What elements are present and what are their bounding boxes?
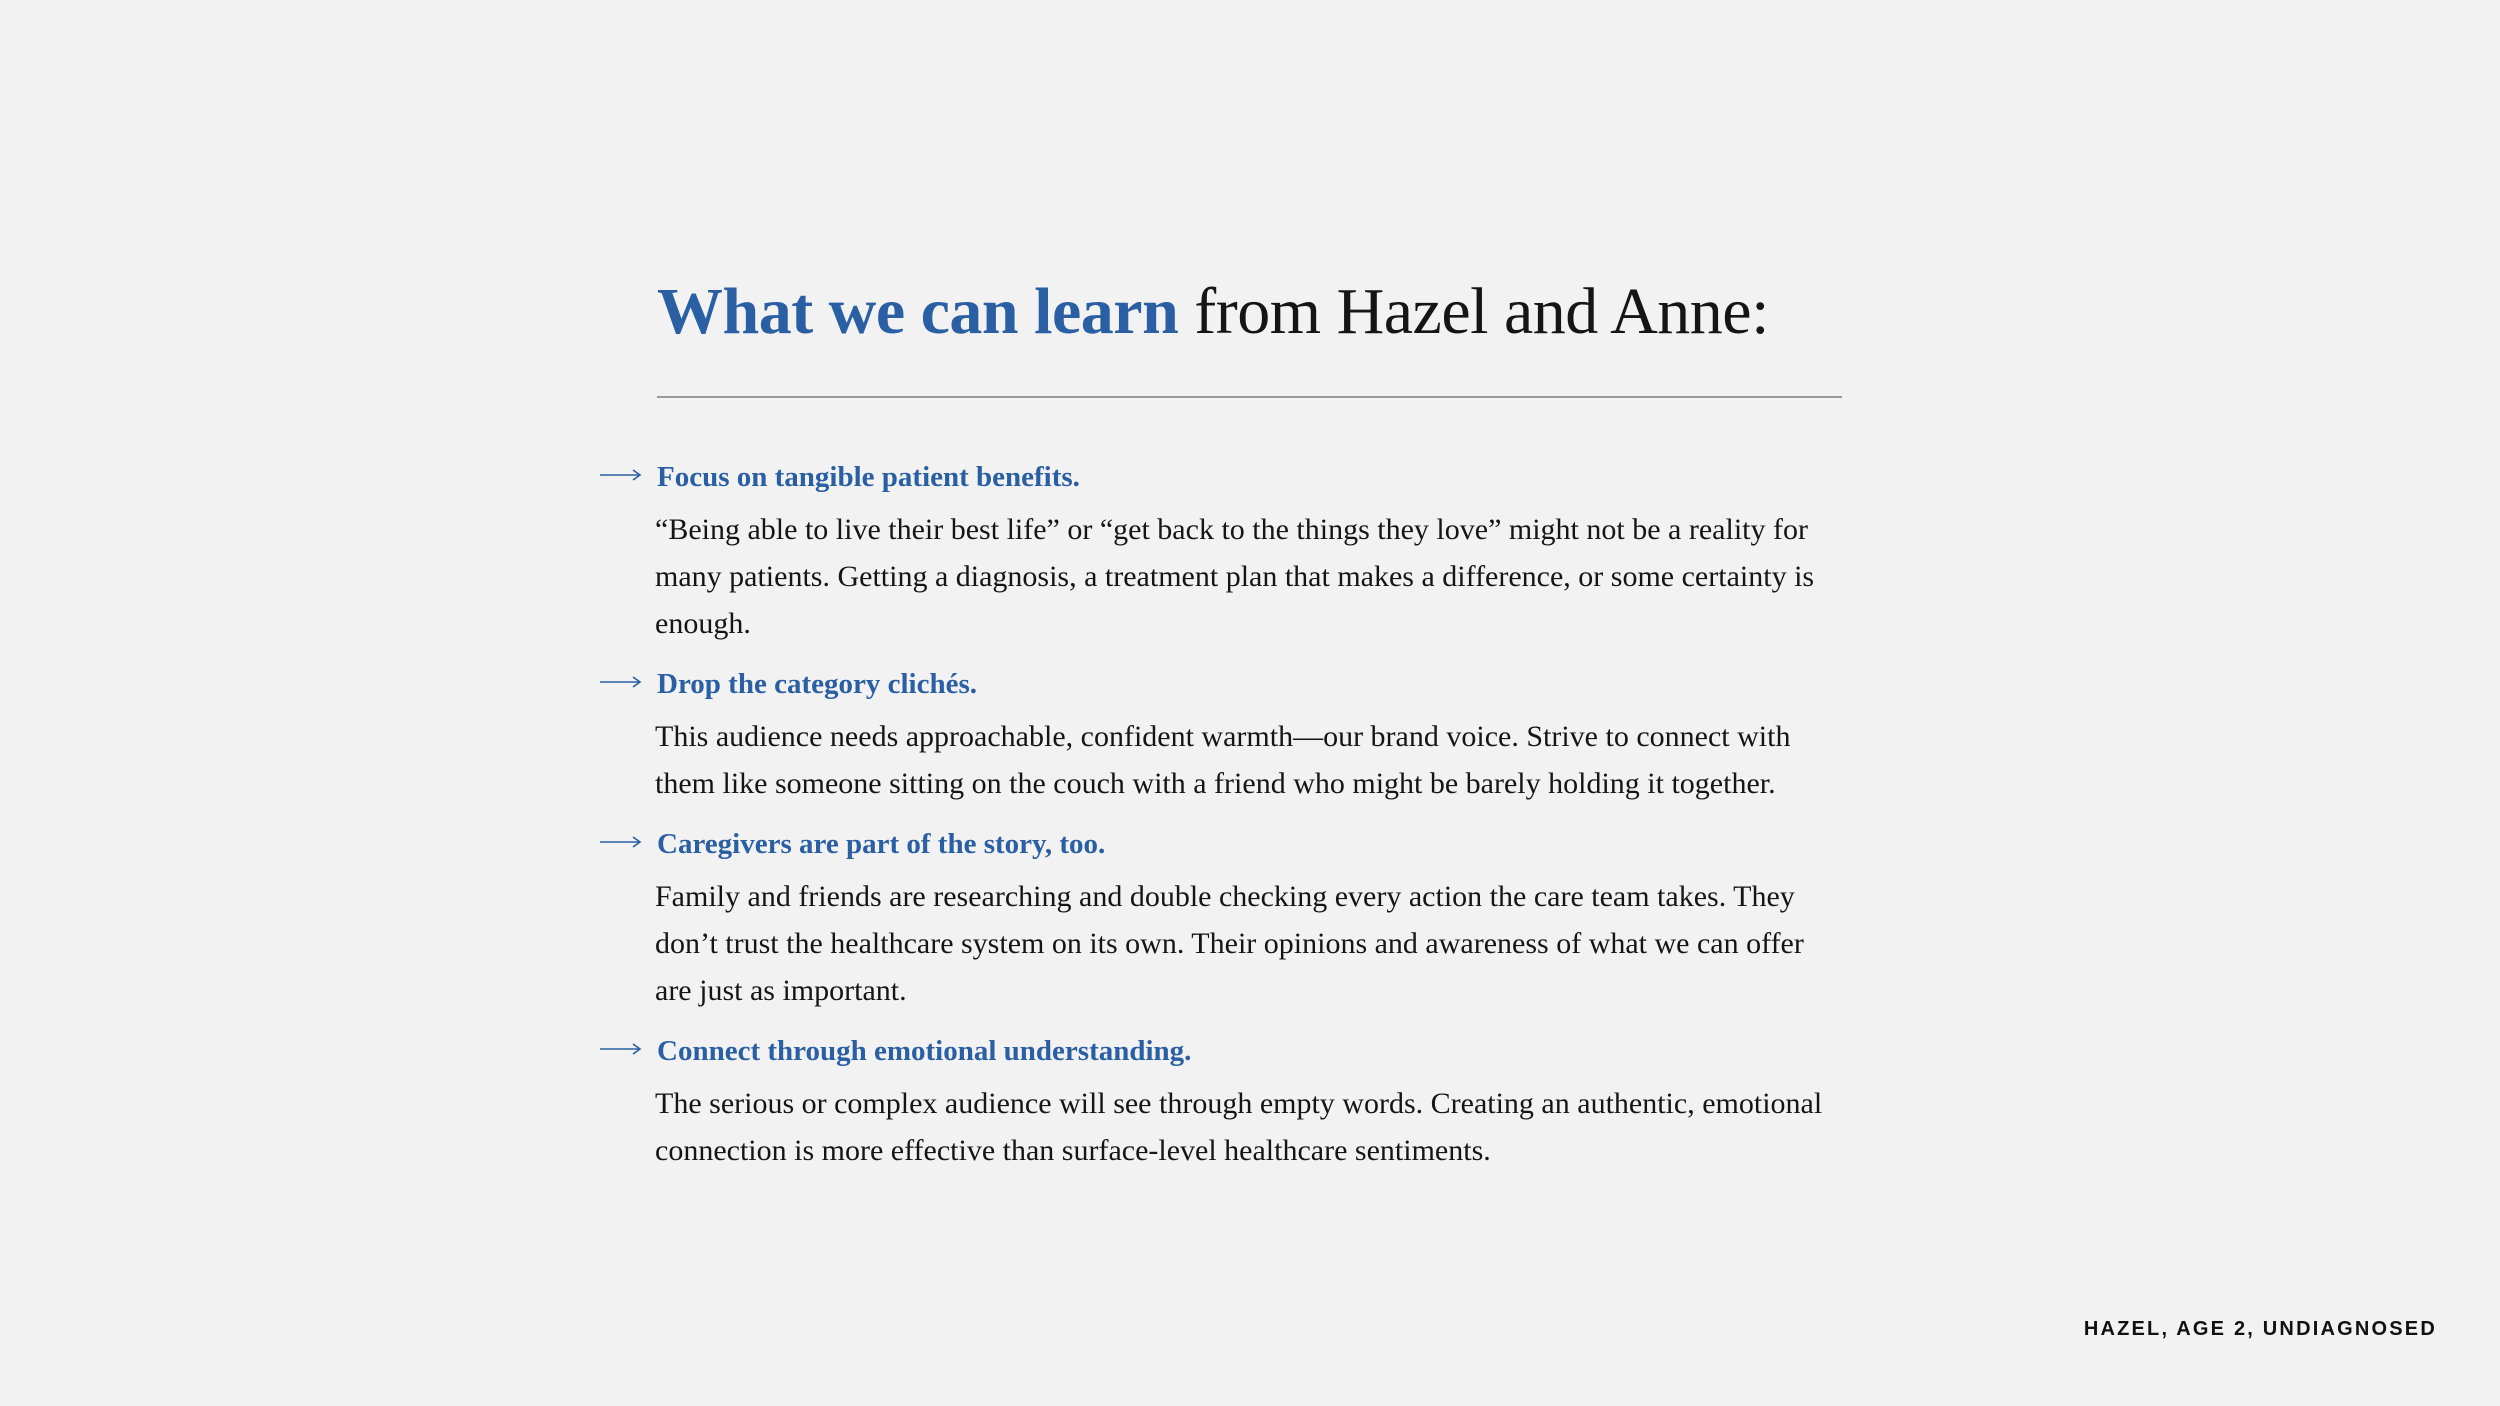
point-body: The serious or complex audience will see through empty words. Creating an authentic, emotional connection is more effective than surface-level healthcare sentiments. <box>655 1087 1823 1167</box>
photo-caption: HAZEL, AGE 2, UNDIAGNOSED <box>2083 1318 2437 1340</box>
long-right-arrow-icon <box>600 466 642 484</box>
long-right-arrow-icon <box>600 833 642 851</box>
long-right-arrow-icon <box>600 673 642 691</box>
point-header <box>600 1026 1860 1078</box>
point-heading: Focus on tangible patient benefits. <box>657 461 1080 493</box>
title-accent: What we can learn <box>657 275 1179 348</box>
point-heading: Connect through emotional understanding. <box>657 1035 1192 1067</box>
key-points-list <box>600 452 1860 1186</box>
point-body: This audience needs approachable, confident warmth—our brand voice. Strive to connect with them like someone sitting on the couch with a friend who might be barely holding it together. <box>655 720 1791 800</box>
point-body: “Being able to live their best life” or “get back to the things they love” might not be a reality for many patients. Getting a diagnosis, a treatment plan that makes a difference, or some certainty is enough. <box>655 513 1815 640</box>
point-heading: Caregivers are part of the story, too. <box>657 828 1106 860</box>
page-title <box>657 270 1769 354</box>
point-header <box>600 452 1860 504</box>
point-caregivers <box>600 819 1860 1014</box>
title-divider <box>657 396 1842 398</box>
point-drop-cliches <box>600 659 1860 807</box>
point-heading: Drop the category clichés. <box>657 668 977 700</box>
title-rest: from Hazel and Anne: <box>1194 275 1769 348</box>
point-body: Family and friends are researching and double checking every action the care team takes. They don’t trust the healthcare system on its own. Their opinions and awareness of what we can offer are just as important. <box>655 880 1804 1007</box>
point-header <box>600 659 1860 711</box>
point-header <box>600 819 1860 871</box>
long-right-arrow-icon <box>600 1040 642 1058</box>
point-tangible-benefits <box>600 452 1860 647</box>
point-emotional-understanding <box>600 1026 1860 1174</box>
